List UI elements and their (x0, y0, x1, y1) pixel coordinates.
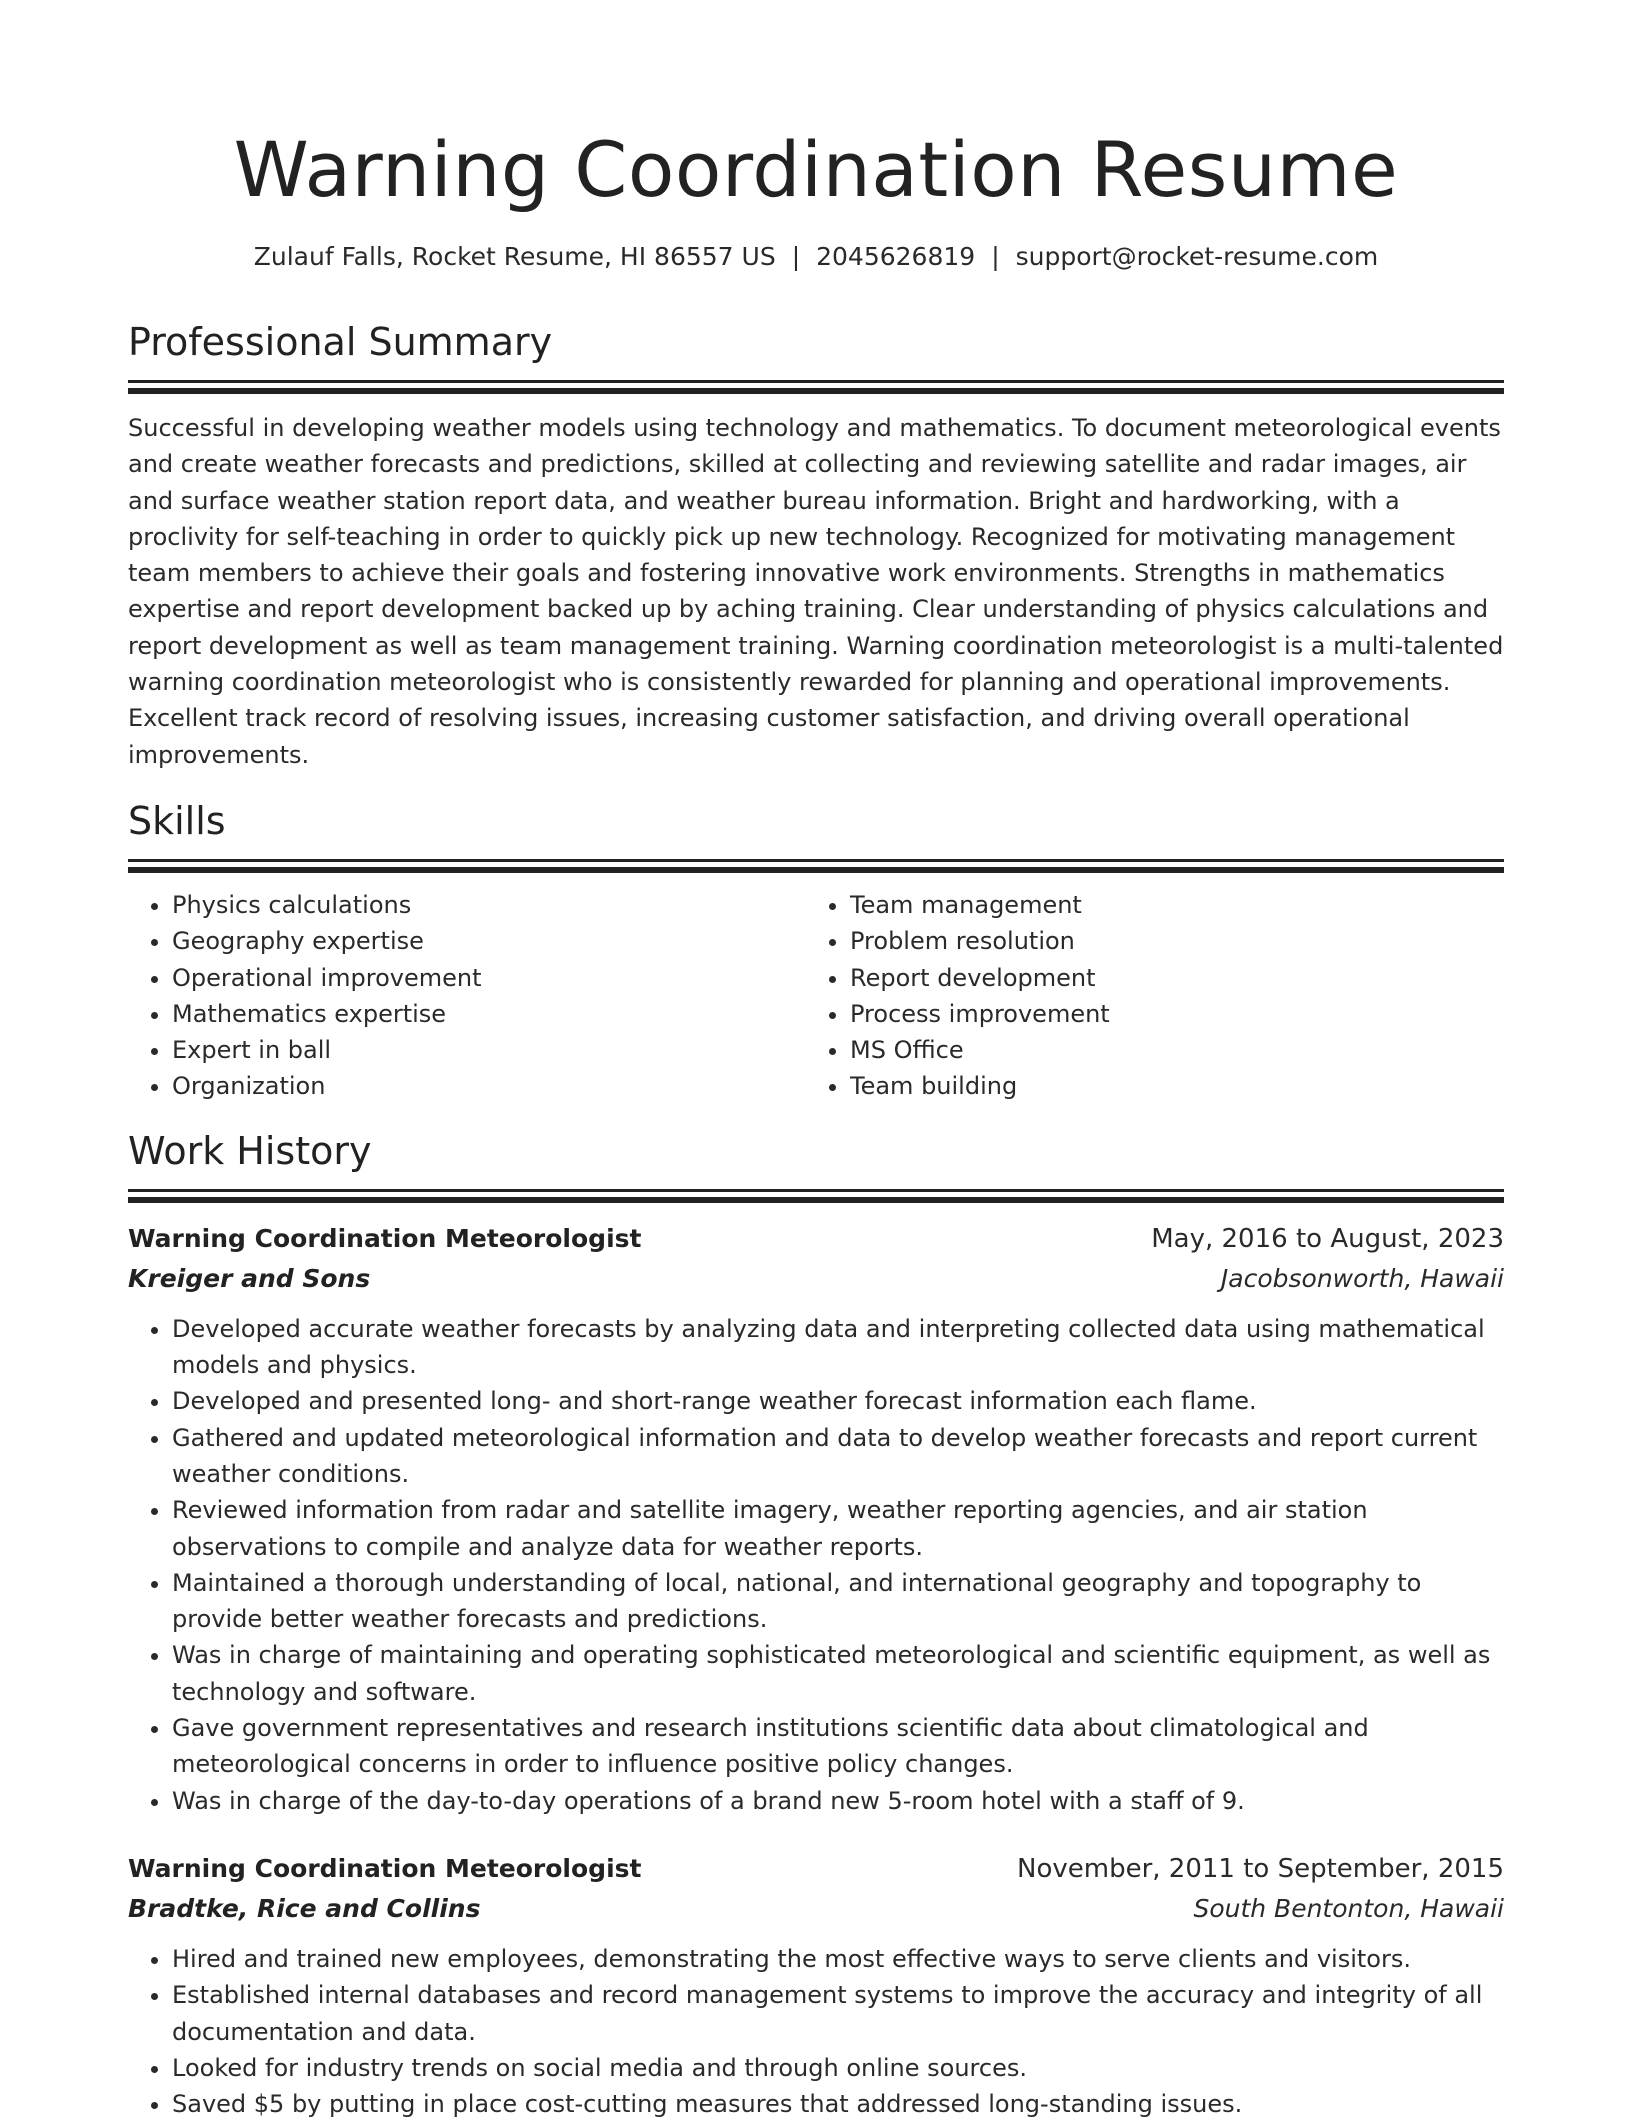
job-bullets (128, 1311, 1504, 1819)
skill-item: • MS Office (850, 1032, 1484, 1068)
job-bullet: • Developed and presented long- and short-range weather forecast information each flame. (172, 1383, 1504, 1419)
job-bullet: • Gathered and updated meteorological information and data to develop weather forecasts and report current weather conditions. (172, 1420, 1504, 1493)
job-company-row (128, 1889, 1504, 1929)
skill-item: • Team building (850, 1068, 1484, 1104)
work-history-section (128, 1127, 1504, 2122)
professional-summary-section (128, 318, 1504, 773)
contact-email: support@rocket-resume.com (1015, 242, 1379, 271)
job-bullet: • Gave government representatives and research institutions scientific data about climatological and meteorological concerns in order to influence positive policy changes. (172, 1710, 1504, 1783)
skill-item: • Mathematics expertise (172, 996, 806, 1032)
job-bullet: • Hired and trained new employees, demonstrating the most effective ways to serve clients and visitors. (172, 1941, 1504, 1977)
skill-item: • Physics calculations (172, 887, 806, 923)
section-title-summary: Professional Summary (128, 320, 553, 364)
job-company-row (128, 1259, 1504, 1299)
skills-list-left (128, 887, 806, 1105)
job-bullet: • Was in charge of maintaining and operating sophisticated meteorological and scientific equipment, as well as technology and software. (172, 1637, 1504, 1710)
section-rule-thick (128, 1197, 1504, 1203)
job-title: Warning Coordination Meteorologist (128, 1853, 642, 1883)
skill-item: • Process improvement (850, 996, 1484, 1032)
section-rule-thin (128, 380, 1504, 383)
resume-page (128, 0, 1504, 2122)
skill-item: • Expert in ball (172, 1032, 806, 1068)
job-dates: November, 2011 to September, 2015 (1017, 1853, 1504, 1884)
job-company: Kreiger and Sons (128, 1263, 371, 1293)
skill-item: • Report development (850, 960, 1484, 996)
job-bullet: • Developed accurate weather forecasts by analyzing data and interpreting collected data using mathematical models and physics. (172, 1311, 1504, 1384)
job-bullet: • Reviewed information from radar and satellite imagery, weather reporting agencies, and air station observations to compile and analyze data for weather reports. (172, 1492, 1504, 1565)
skill-item: • Organization (172, 1068, 806, 1104)
skills-section (128, 797, 1504, 1105)
job-entry (128, 1849, 1504, 2122)
contact-line (128, 240, 1504, 274)
skill-item: • Problem resolution (850, 923, 1484, 959)
section-rule-thin (128, 859, 1504, 862)
job-header-row (128, 1219, 1504, 1259)
section-rule-thick (128, 867, 1504, 873)
skill-item: • Operational improvement (172, 960, 806, 996)
contact-separator: | (791, 242, 801, 271)
section-title-work: Work History (128, 1128, 372, 1173)
section-rule-thin (128, 1189, 1504, 1192)
skill-item: • Team management (850, 887, 1484, 923)
contact-address: Zulauf Falls, Rocket Resume, HI 86557 US (253, 242, 776, 271)
job-bullet: • Maintained a thorough understanding of local, national, and international geography and topography to provide better weather forecasts and predictions. (172, 1565, 1504, 1638)
job-bullets (128, 1941, 1504, 2122)
job-bullet: • Was in charge of the day-to-day operations of a brand new 5-room hotel with a staff of 9. (172, 1783, 1504, 1819)
resume-title: Warning Coordination Resume (233, 125, 1399, 214)
skill-item: • Geography expertise (172, 923, 806, 959)
summary-text: Successful in developing weather models using technology and mathematics. To document meteorological events and create weather forecasts and predictions, skilled at collecting and reviewing satellite and radar images, air and surface weather station report data, and weather bureau information. Bright and hardworking, with a proclivity for self-teaching in order to quickly pick up new technology. Recognized for motivating management team members to achieve their goals and fostering innovative work environments. Strengths in mathematics expertise and report development backed up by aching training. Clear understanding of physics calculations and report development as well as team management training. Warning coordination meteorologist is a multi-talented warning coordination meteorologist who is consistently rewarded for planning and operational improvements. Excellent track record of resolving issues, increasing customer satisfaction, and driving overall operational improvements. (128, 414, 1504, 769)
job-bullet: • Looked for industry trends on social media and through online sources. (172, 2050, 1504, 2086)
skills-list-right (806, 887, 1484, 1105)
section-rule-thick (128, 388, 1504, 394)
job-dates: May, 2016 to August, 2023 (1151, 1223, 1504, 1254)
skills-columns (128, 887, 1504, 1105)
job-bullet: • Established internal databases and record management systems to improve the accuracy and integrity of all documentation and data. (172, 1977, 1504, 2050)
job-title: Warning Coordination Meteorologist (128, 1223, 642, 1253)
job-location: Jacobsonworth, Hawaii (1220, 1263, 1504, 1293)
job-header-row (128, 1849, 1504, 1889)
resume-header (128, 0, 1504, 274)
section-title-skills: Skills (128, 798, 226, 843)
job-location: South Bentonton, Hawaii (1193, 1893, 1504, 1923)
job-bullet: • Saved $5 by putting in place cost-cutting measures that addressed long-standing issues. (172, 2086, 1504, 2122)
contact-separator: | (991, 242, 1000, 271)
job-entry (128, 1219, 1504, 1819)
job-company: Bradtke, Rice and Collins (128, 1893, 481, 1923)
contact-phone: 2045626819 (816, 242, 976, 271)
